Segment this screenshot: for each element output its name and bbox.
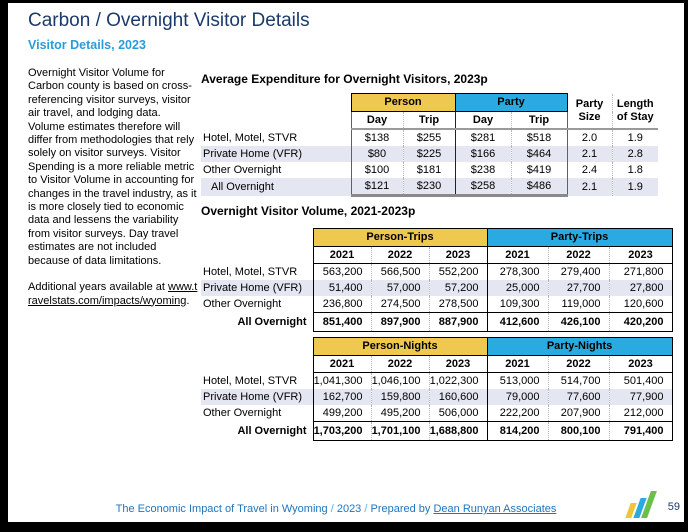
footer-year: 2023 [336,503,362,515]
value-cell: 278,500 [429,296,487,313]
value-cell: 2.1 [567,178,612,196]
value-cell: 566,500 [371,264,429,281]
party-day-header: Day [455,112,511,130]
page-subtitle: Visitor Details, 2023 [28,38,146,52]
volume-heading: Overnight Visitor Volume, 2021-2023p [201,204,416,218]
person-nights-header: Person-Nights [313,338,487,356]
value-cell: 1,688,800 [429,422,487,441]
length-of-stay-header: Length of Stay [612,94,658,130]
period-text: . [186,294,190,307]
additional-years-text: Additional years available at [28,281,169,294]
page-title: Carbon / Overnight Visitor Details [28,10,310,31]
value-cell: 51,400 [313,280,371,296]
value-cell: 274,500 [371,296,429,313]
value-cell: 79,000 [487,389,548,405]
year-header: 2022 [371,247,429,264]
row-label: Hotel, Motel, STVR [203,131,298,144]
value-cell: 426,100 [548,313,609,332]
visitor-trips-table [201,228,673,332]
value-cell: $80 [351,146,403,162]
value-cell: 420,200 [609,313,672,332]
value-cell: 495,200 [371,405,429,422]
table-row [201,422,672,441]
sidebar-note [28,67,200,321]
blank-corner-cell [201,94,351,130]
expenditure-table [201,93,658,197]
table-row [201,296,672,313]
value-cell: 120,600 [609,296,672,313]
value-cell: 814,200 [487,422,548,441]
value-cell: 57,200 [429,280,487,296]
value-cell: 25,000 [487,280,548,296]
value-cell: 222,200 [487,405,548,422]
table-row [201,373,672,390]
year-header: 2023 [429,356,487,373]
value-cell: 412,600 [487,313,548,332]
sidebar-paragraph-2 [28,281,200,308]
person-trips-header: Person-Trips [313,229,487,247]
row-label: Private Home (VFR) [203,391,303,403]
footer-text: The Economic Impact of Travel in Wyoming [115,503,328,515]
value-cell: $138 [351,129,403,146]
value-cell: 278,300 [487,264,548,281]
value-cell: $238 [455,162,511,178]
party-nights-header: Party-Nights [487,338,672,356]
year-header: 2023 [429,247,487,264]
year-header: 2023 [609,356,672,373]
value-cell: $464 [511,146,567,162]
trips-group-header-row [201,229,672,247]
blank-corner-cell [201,229,313,264]
value-cell: 800,100 [548,422,609,441]
table-row [201,162,658,178]
dean-runyan-link[interactable]: Dean Runyan Associates [433,503,557,515]
party-group-header: Party [455,94,567,112]
table-row [201,313,672,332]
value-cell: 514,700 [548,373,609,390]
expenditure-heading: Average Expenditure for Overnight Visitors, 2023p [201,72,488,86]
person-trip-header: Trip [403,112,455,130]
value-cell: 109,300 [487,296,548,313]
table-row [201,178,658,196]
row-label: Hotel, Motel, STVR [203,265,298,278]
value-cell: 27,800 [609,280,672,296]
value-cell: 162,700 [313,389,371,405]
value-cell: 563,200 [313,264,371,281]
row-label: All Overnight [237,316,307,328]
value-cell: 1.9 [612,178,658,196]
page-number: 59 [667,501,680,513]
table-row [201,280,672,296]
person-day-header: Day [351,112,403,130]
value-cell: 212,000 [609,405,672,422]
value-cell: 887,900 [429,313,487,332]
value-cell: 1.9 [612,129,658,146]
value-cell: 501,400 [609,373,672,390]
value-cell: $121 [351,178,403,196]
row-label: Hotel, Motel, STVR [203,374,298,387]
visitor-nights-table [201,337,673,441]
value-cell: 1.8 [612,162,658,178]
value-cell: $486 [511,178,567,196]
table-row [201,264,672,281]
value-cell: 77,600 [548,389,609,405]
row-label: All Overnight [237,425,307,437]
year-header: 2023 [609,247,672,264]
expenditure-group-header-row [201,94,658,112]
value-cell: 77,900 [609,389,672,405]
year-header: 2021 [487,247,548,264]
value-cell: 791,400 [609,422,672,441]
value-cell: $181 [403,162,455,178]
value-cell: 2.1 [567,146,612,162]
year-header: 2022 [548,247,609,264]
value-cell: $225 [403,146,455,162]
dean-runyan-logo [627,490,657,518]
table-row [201,389,672,405]
value-cell: 119,000 [548,296,609,313]
footer-prepared-by: Prepared by [370,503,434,515]
year-header: 2021 [313,356,371,373]
value-cell: 897,900 [371,313,429,332]
value-cell: 207,900 [548,405,609,422]
row-label: Other Overnight [203,407,282,420]
value-cell: $518 [511,129,567,146]
value-cell: 2.0 [567,129,612,146]
row-label: All Overnight [211,180,274,193]
party-trip-header: Trip [511,112,567,130]
value-cell: 506,000 [429,405,487,422]
value-cell: $419 [511,162,567,178]
value-cell: 1,701,100 [371,422,429,441]
value-cell: $281 [455,129,511,146]
blank-corner-cell [201,338,313,373]
footer-separator: / [361,503,371,515]
year-header: 2022 [371,356,429,373]
row-label: Other Overnight [203,298,282,311]
year-header: 2021 [313,247,371,264]
value-cell: 1,703,200 [313,422,371,441]
value-cell: 236,800 [313,296,371,313]
value-cell: 1,041,300 [313,373,371,390]
row-label: Private Home (VFR) [203,148,303,160]
value-cell: 851,400 [313,313,371,332]
value-cell: 160,600 [429,389,487,405]
table-row [201,129,658,146]
row-label: Other Overnight [203,164,282,176]
value-cell: $230 [403,178,455,196]
value-cell: 552,200 [429,264,487,281]
value-cell: $255 [403,129,455,146]
value-cell: 159,800 [371,389,429,405]
sidebar-paragraph-1: Overnight Visitor Volume for Carbon county is based on cross-referencing visitor surveys, visitor air travel, and lodging data. Volume estimates therefore will differ from methodologies that rely solely on visitor surveys. Visitor Spending is a more reliable metric to Visitor Volume in accounting for changes in the travel industry, as it is more closely tied to economic data and lessens the variability from visitor surveys. Day travel estimates are not included because of data limitations. [28,67,197,267]
table-row [201,405,672,422]
value-cell: 271,800 [609,264,672,281]
party-size-header: Party Size [567,94,612,130]
table-row [201,146,658,162]
row-label: Private Home (VFR) [203,282,303,294]
value-cell: $166 [455,146,511,162]
footer-separator: / [327,503,337,515]
travelstats-link[interactable]: www.travelstats.com/impacts/wyoming [28,281,198,307]
value-cell: 279,400 [548,264,609,281]
party-trips-header: Party-Trips [487,229,672,247]
value-cell: 27,700 [548,280,609,296]
nights-group-header-row [201,338,672,356]
person-group-header: Person [351,94,455,112]
footer-credit [68,503,604,515]
value-cell: 499,200 [313,405,371,422]
year-header: 2022 [548,356,609,373]
value-cell: 2.4 [567,162,612,178]
value-cell: 1,046,100 [371,373,429,390]
value-cell: $258 [455,178,511,196]
value-cell: 1,022,300 [429,373,487,390]
value-cell: 2.8 [612,146,658,162]
value-cell: 513,000 [487,373,548,390]
year-header: 2021 [487,356,548,373]
value-cell: $100 [351,162,403,178]
value-cell: 57,000 [371,280,429,296]
